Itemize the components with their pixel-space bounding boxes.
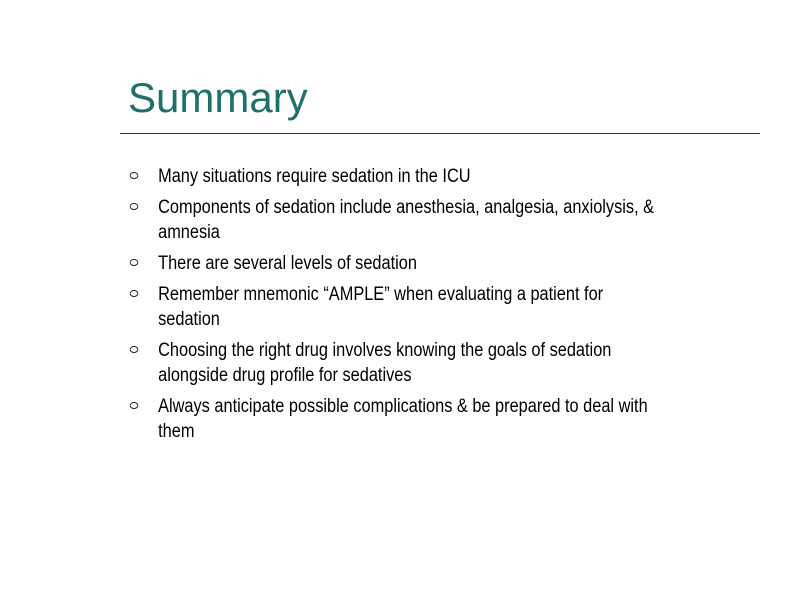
- slide-title: Summary: [128, 74, 308, 121]
- hollow-circle-bullet-icon: [130, 172, 139, 179]
- hollow-circle-bullet-icon: [130, 290, 139, 297]
- list-item: [128, 164, 661, 189]
- bullet-text: Components of sedation include anesthesia, analgesia, anxiolysis, & amnesia: [158, 197, 655, 243]
- bullet-text: Always anticipate possible complications & be prepared to deal with them: [158, 396, 648, 442]
- list-item: [128, 195, 661, 245]
- list-item: [128, 394, 661, 444]
- hollow-circle-bullet-icon: [130, 402, 139, 409]
- hollow-circle-bullet-icon: [130, 346, 139, 353]
- list-item: [128, 338, 661, 388]
- title-divider: [120, 133, 760, 134]
- hollow-circle-bullet-icon: [130, 203, 139, 210]
- list-item: [128, 251, 661, 276]
- hollow-circle-bullet-icon: [130, 259, 139, 266]
- bullet-text: Many situations require sedation in the ICU: [158, 166, 471, 187]
- bullet-text: Remember mnemonic “AMPLE” when evaluating a patient for sedation: [158, 284, 604, 330]
- bullet-list: [128, 164, 661, 450]
- bullet-text: There are several levels of sedation: [158, 253, 417, 274]
- bullet-text: Choosing the right drug involves knowing the goals of sedation alongside drug profile for sedatives: [158, 340, 612, 386]
- list-item: [128, 282, 661, 332]
